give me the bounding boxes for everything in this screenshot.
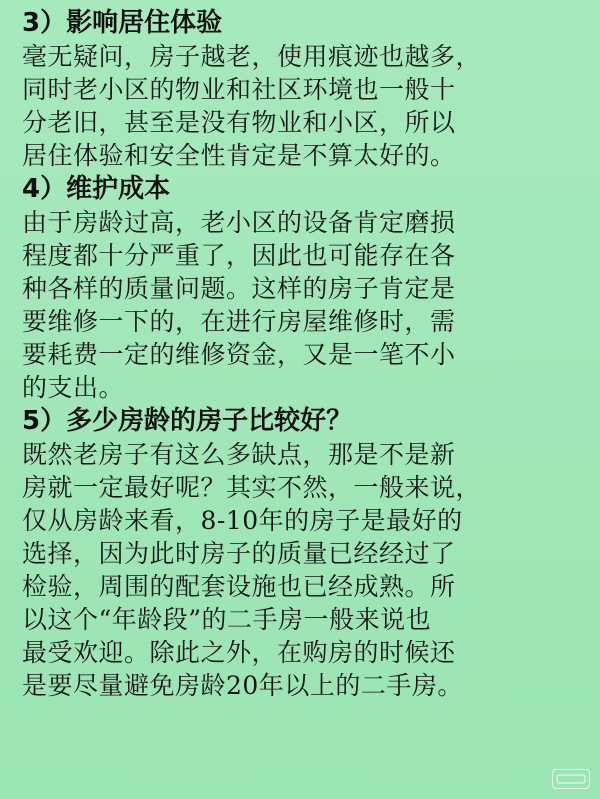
- paragraph-line: 居住体验和安全性肯定是不算太好的。: [22, 141, 456, 170]
- paragraph-line: 最受欢迎。除此之外，在购房的时候还: [22, 638, 456, 667]
- section-paragraph: [22, 206, 584, 404]
- paragraph-line: 由于房龄过高，老小区的设备肯定磨损: [22, 208, 456, 237]
- section-maintenance-cost: [22, 172, 584, 404]
- watermark-logo: [552, 769, 590, 789]
- paragraph-line: 种各样的质量问题。这样的房子肯定是: [22, 274, 456, 303]
- paragraph-line: 分老旧，甚至是没有物业和小区，所以: [22, 108, 456, 137]
- paragraph-line: 毫无疑问，房子越老，使用痕迹也越多，: [22, 42, 482, 71]
- paragraph-line: 选择，因为此时房子的质量已经经过了: [22, 539, 456, 568]
- paragraph-line: 的支出。: [22, 373, 125, 402]
- section-heading: 3）影响居住体验: [22, 8, 223, 38]
- paragraph-line: 房就一定最好呢？其实不然，一般来说，: [22, 473, 482, 502]
- paragraph-line: 检验，周围的配套设施也已经成熟。所: [22, 572, 456, 601]
- section-living-experience: [22, 6, 584, 172]
- paragraph-line: 要维修一下的，在进行房屋维修时，需: [22, 307, 456, 336]
- section-best-house-age: [22, 404, 584, 702]
- paragraph-line: 程度都十分严重了，因此也可能存在各: [22, 241, 456, 270]
- section-heading: 5）多少房龄的房子比较好？: [22, 406, 353, 436]
- paragraph-line: 同时老小区的物业和社区环境也一般十: [22, 75, 456, 104]
- paragraph-line: 要耗费一定的维修资金，又是一笔不小: [22, 340, 456, 369]
- paragraph-line: 是要尽量避免房龄20年以上的二手房。: [22, 671, 463, 700]
- section-heading: 4）维护成本: [22, 174, 171, 204]
- watermark-icon: [553, 770, 589, 788]
- paragraph-line: 仅从房龄来看，8-10年的房子是最好的: [22, 506, 463, 535]
- paragraph-line: 以这个“年龄段”的二手房一般来说也: [22, 605, 432, 634]
- paragraph-line: 既然老房子有这么多缺点，那是不是新: [22, 440, 456, 469]
- section-paragraph: [22, 40, 584, 172]
- article-content: [22, 6, 584, 702]
- section-paragraph: [22, 438, 584, 702]
